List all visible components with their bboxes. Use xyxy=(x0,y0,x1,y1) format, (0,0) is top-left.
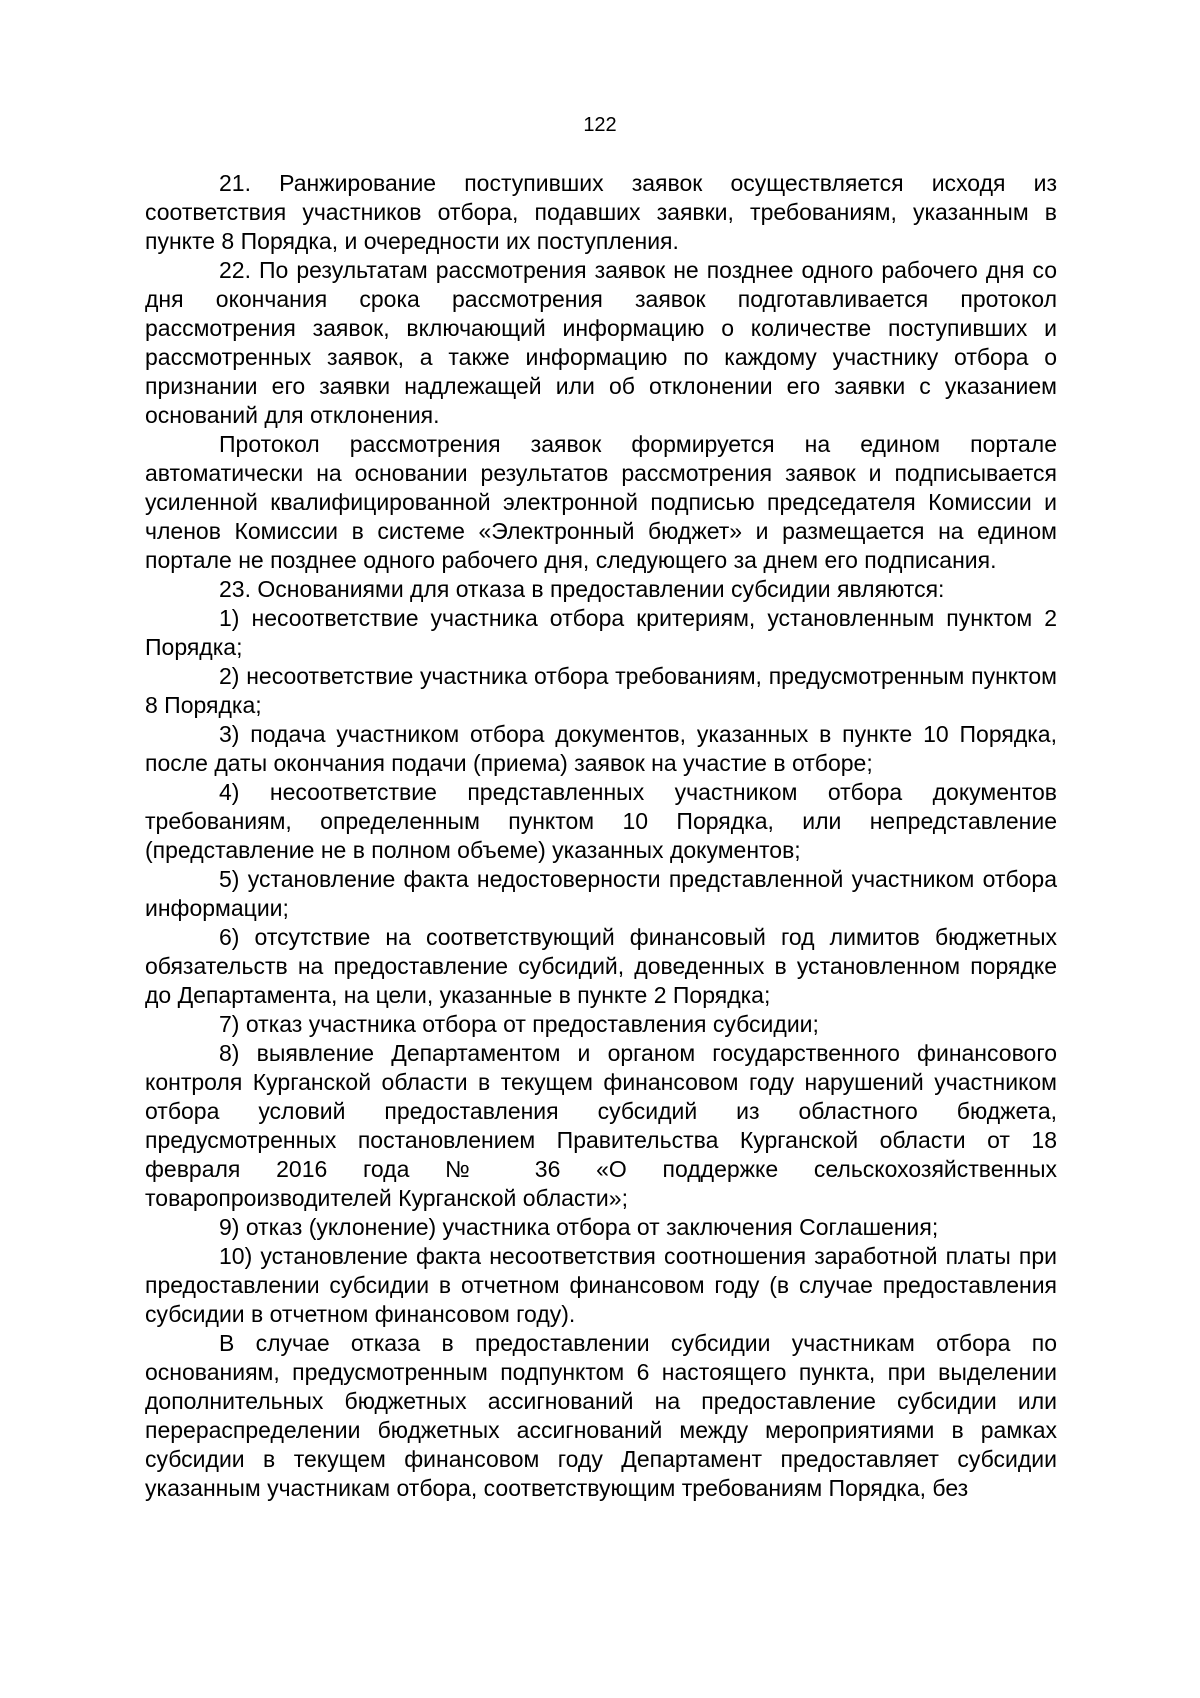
list-item-8: 8) выявление Департаментом и органом государственного финансового контроля Курганской области в текущем финансовом году нарушений участником отбора условий предоставления субсидий из областного бюджета, предусмотренных постановлением Правительства Курганской области от 18 февраля 2016 года № 36 «О поддержке сельскохозяйственных товаропроизводителей Курганской области»; xyxy=(145,1040,1057,1211)
paragraph-refusal-case: В случае отказа в предоставлении субсидии участникам отбора по основаниям, предусмотренным подпунктом 6 настоящего пункта, при выделении дополнительных бюджетных ассигнований на предоставление субсидии или перераспределении бюджетных ассигнований между мероприятиями в рамках субсидии в текущем финансовом году Департамент предоставляет субсидии указанным участникам отбора, соответствующим требованиям Порядка, без xyxy=(145,1330,1057,1501)
page-number: 122 xyxy=(583,114,617,136)
paragraph-22-protocol: 22. По результатам рассмотрения заявок не позднее одного рабочего дня со дня окончания срока рассмотрения заявок подготавливается протокол рассмотрения заявок, включающий информацию о количестве поступивших и рассмотренных заявок, а также информацию по каждому участнику отбора о признании его заявки надлежащей или об отклонении его заявки с указанием оснований для отклонения. xyxy=(145,257,1057,428)
list-item-2: 2) несоответствие участника отбора требованиям, предусмотренным пунктом 8 Порядка; xyxy=(145,663,1057,718)
list-item-10: 10) установление факта несоответствия соотношения заработной платы при предоставлении субсидии в отчетном финансовом году (в случае предоставления субсидии в отчетном финансовом году). xyxy=(145,1243,1057,1327)
list-item-1: 1) несоответствие участника отбора критериям, установленным пунктом 2 Порядка; xyxy=(145,605,1057,660)
list-item-5: 5) установление факта недостоверности представленной участником отбора информации; xyxy=(145,866,1057,921)
list-item-3: 3) подача участником отбора документов, указанных в пункте 10 Порядка, после даты окончания подачи (приема) заявок на участие в отборе; xyxy=(145,721,1057,776)
paragraph-23-refusal-grounds: 23. Основаниями для отказа в предоставлении субсидии являются: xyxy=(219,576,945,602)
list-item-7: 7) отказ участника отбора от предоставления субсидии; xyxy=(219,1011,819,1037)
paragraph-protocol-formation: Протокол рассмотрения заявок формируется на едином портале автоматически на основании результатов рассмотрения заявок и подписывается усиленной квалифицированной электронной подписью председателя Комиссии и членов Комиссии в системе «Электронный бюджет» и размещается на едином портале не позднее одного рабочего дня, следующего за днем его подписания. xyxy=(145,431,1057,573)
list-item-4: 4) несоответствие представленных участником отбора документов требованиям, определенным пунктом 10 Порядка, или непредставление (представление не в полном объеме) указанных документов; xyxy=(145,779,1057,863)
list-item-6: 6) отсутствие на соответствующий финансовый год лимитов бюджетных обязательств на предоставление субсидий, доведенных в установленном порядке до Департамента, на цели, указанные в пункте 2 Порядка; xyxy=(145,924,1057,1008)
list-item-9: 9) отказ (уклонение) участника отбора от заключения Соглашения; xyxy=(219,1214,939,1240)
paragraph-21-ranking: 21. Ранжирование поступивших заявок осуществляется исходя из соответствия участников отбора, подавших заявки, требованиям, указанным в пункте 8 Порядка, и очередности их поступления. xyxy=(145,170,1057,254)
document-body xyxy=(145,169,1057,1503)
